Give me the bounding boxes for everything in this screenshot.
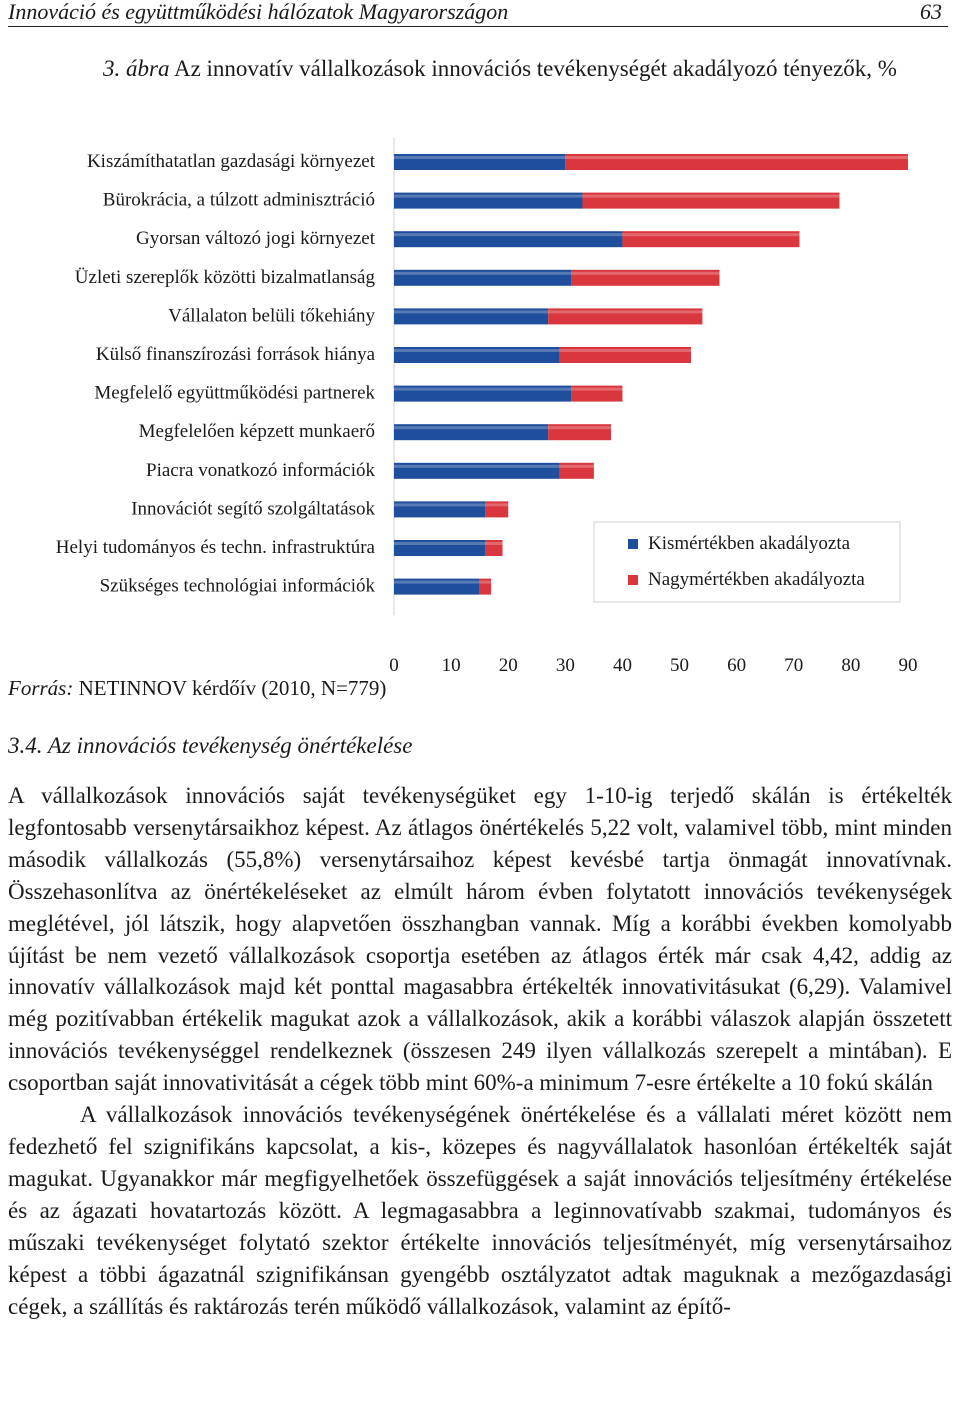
category-label: Megfelelően képzett munkaerő	[138, 421, 375, 443]
category-label: Innovációt segítő szolgáltatások	[131, 498, 375, 520]
bar-highlight	[560, 465, 594, 468]
source-text: NETINNOV kérdőív (2010, N=779)	[78, 676, 387, 700]
bar-highlight	[485, 503, 508, 506]
category-label: Kiszámíthatatlan gazdasági környezet	[86, 151, 375, 172]
bar-highlight	[622, 233, 799, 236]
bar-highlight	[394, 542, 485, 545]
bar-highlight	[485, 542, 502, 545]
bar-highlight	[394, 503, 485, 506]
category-label: Gyorsan változó jogi környezet	[135, 228, 375, 250]
x-tick-label: 30	[555, 655, 575, 677]
source-label: Forrás:	[8, 676, 74, 700]
x-tick-label: 90	[898, 655, 918, 677]
figure-title: Az innovatív vállalkozások innovációs tevékenységét akadályozó tényezők, %	[173, 56, 897, 81]
category-label: Üzleti szereplők közötti bizalmatlanság	[74, 266, 375, 288]
x-tick-label: 40	[612, 655, 632, 677]
bar-highlight	[394, 581, 480, 584]
paragraph-2: A vállalkozások innovációs tevékenységének önértékelése és a vállalati méret között nem fedezhető fel szignifikáns kapcsolat, a kis-, közepes és nagyvállalatok hasonlóan értékelték saját magukat. Ugyanakkor már megfigyelhetőek összefüggések a saját innovációs teljesítmény értékelése és az ágazati hovatartozás között. A legmagasabbra a leginnovatívabb szakmai, tudományos és műszaki tevékenységet folytató szektor értékelte innovációs teljesítményét, míg versenytársaihoz képest a többi ágazatnál szignifikánsan gyengébb osztályzatot adtak maguknak a mezőgazdasági cégek, a szállítás és raktározás terén működő vállalkozások, valamint az építő-	[8, 1102, 952, 1319]
bar-highlight	[548, 310, 702, 313]
figure-source	[8, 676, 386, 701]
body-text	[8, 780, 952, 1322]
bar-highlight	[394, 310, 548, 313]
paragraph-1: A vállalkozások innovációs saját tevékenységüket egy 1-10-ig terjedő skálán is értékelték legfontosabb versenytársaikhoz képest. Az átlagos önértékelés 5,22 volt, valamivel több, mint minden második vállalkozás (55,8%) versenytársaihoz képest kevésbé tartja önmagát innovatívnak. Összehasonlítva az önértékeléseket az elmúlt három évben folytatott innovációs tevékenységek meglétével, jól látszik, hogy alapvetően összhangban vannak. Míg a korábbi években komolyabb újítást be nem vezető vállalkozások csoportja esetében az átlagos érték már csak 4,42, addig az innovatív vállalkozások majd két ponttal magasabbra értékelték innovativitásukat (6,29). Valamivel még pozitívabban értékelik magukat azok a vállalkozások, akik a korábbi válaszok alapján összetett innovációs tevékenységgel rendelkeznek (összesen 249 ilyen vállalkozás szerepelt a mintában). E csoportban saját innovativitását a cégek több mint 60%-a minimum 7-esre értékelte a 10 fokú skálán	[8, 783, 952, 1096]
figure-caption	[60, 52, 940, 86]
bar-highlight	[582, 195, 839, 198]
bar-highlight	[394, 465, 560, 468]
legend-swatch	[628, 575, 638, 585]
x-tick-label: 80	[841, 655, 861, 677]
bar-highlight	[394, 388, 571, 391]
bar-highlight	[394, 349, 560, 352]
category-label: Bürokrácia, a túlzott adminisztráció	[102, 189, 375, 211]
bar-highlight	[571, 272, 719, 275]
legend-label: Nagymértékben akadályozta	[648, 569, 865, 590]
section-heading: 3.4. Az innovációs tevékenység önértékelése	[8, 733, 413, 758]
page-number: 63	[920, 0, 942, 24]
category-label: Külső finanszírozási források hiánya	[95, 344, 375, 365]
bar-highlight	[571, 388, 622, 391]
x-tick-label: 0	[389, 655, 399, 677]
bar-highlight	[394, 426, 548, 429]
category-label: Helyi tudományos és techn. infrastruktúra	[55, 537, 375, 558]
category-label: Vállalaton belüli tőkehiány	[168, 305, 375, 327]
bar-highlight	[565, 156, 908, 159]
running-title: Innováció és együttműködési hálózatok Magyarországon	[8, 0, 509, 24]
bar-highlight	[394, 272, 571, 275]
bar-highlight	[548, 426, 611, 429]
category-label: Megfelelő együttműködési partnerek	[94, 382, 375, 404]
bar-highlight	[480, 581, 491, 584]
x-tick-label: 60	[727, 655, 747, 677]
obstacles-bar-chart	[0, 130, 960, 677]
legend-label: Kismértékben akadályozta	[648, 533, 851, 554]
bar-highlight	[394, 156, 565, 159]
x-tick-label: 70	[784, 655, 804, 677]
x-tick-label: 20	[498, 655, 518, 677]
x-tick-label: 10	[441, 655, 461, 677]
x-tick-label: 50	[670, 655, 690, 677]
bar-highlight	[394, 233, 622, 236]
category-label: Szükséges technológiai információk	[99, 575, 375, 597]
running-header	[8, 0, 948, 27]
category-label: Piacra vonatkozó információk	[146, 459, 375, 481]
figure-number: 3. ábra	[103, 56, 170, 81]
bar-highlight	[560, 349, 691, 352]
legend-swatch	[628, 539, 638, 549]
bar-highlight	[394, 195, 582, 198]
